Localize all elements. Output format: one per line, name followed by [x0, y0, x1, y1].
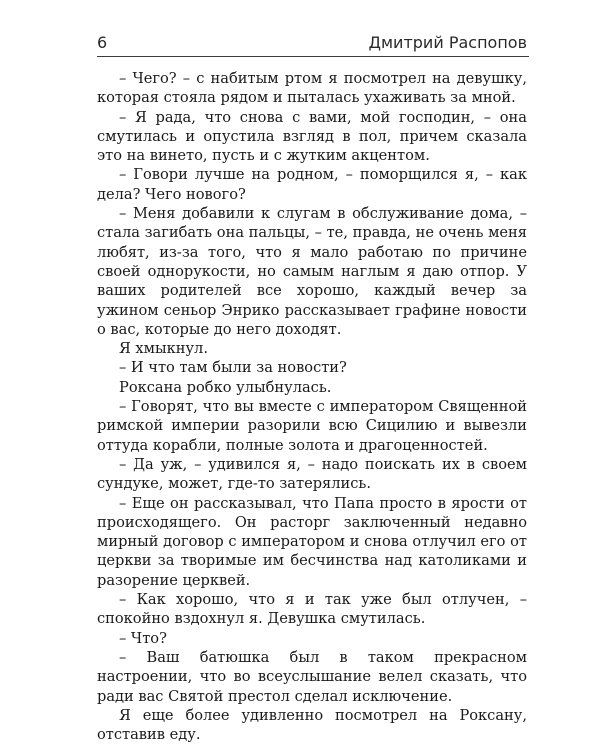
running-head-author: Дмитрий Распопов: [368, 33, 527, 52]
paragraph: – Да уж, – удивился я, – надо поискать их в своем сундуке, может, где-то затерялись.: [97, 455, 527, 493]
paragraph: – Я рада, что снова с вами, мой господин, – она смутилась и опустила взгляд в пол, причем сказала это на винето, пусть и с жутким акцентом.: [97, 108, 527, 165]
page-number: 6: [97, 33, 108, 52]
paragraph: Роксана робко улыбнулась.: [119, 378, 332, 396]
paragraph: – Что?: [119, 629, 167, 647]
paragraph: Я хмыкнул.: [119, 340, 208, 358]
paragraph: – Как хорошо, что я и так уже был отлучен, – спокойно вздохнул я. Девушка смутилась.: [97, 591, 527, 628]
paragraph: – Чего? – с набитым ртом я посмотрел на девушку, которая стояла рядом и пыталась ухаживать за мной.: [97, 70, 527, 107]
paragraph: Я еще более удивленно посмотрел на Роксану, отставив еду.: [97, 706, 527, 744]
page-header: [97, 26, 529, 57]
body-text: [97, 69, 527, 744]
paragraph: – Меня добавили к слугам в обслуживание дома, – стала загибать она пальцы, – те, правда, не очень меня любят, из-за того, что я мало работаю по причине своей однорукости, но самым наглым я даю отпор. У ваших родителей все хорошо, каждый вечер за ужином сеньор Энрико рассказывает графине новости о вас, которые до него доходят.: [97, 205, 527, 338]
paragraph: – Говори лучше на родном, – поморщился я, – как дела? Чего нового?: [97, 166, 527, 203]
paragraph: – Говорят, что вы вместе с императором Священной римской империи разорили всю Сицилию и вывезли оттуда корабли, полные золота и драгоценностей.: [97, 398, 527, 454]
paragraph: – Еще он рассказывал, что Папа просто в ярости от происходящего. Он расторг заключенный недавно мирный договор с императором и снова отлучил его от церкви за творимые им бесчинства над католиками и разорение церквей.: [97, 494, 527, 589]
paragraph: – Ваш батюшка был в таком прекрасном настроении, что во всеуслышание велел сказать, что ради вас Святой престол сделал исключение.: [97, 648, 527, 705]
paragraph: – И что там были за новости?: [119, 359, 347, 377]
